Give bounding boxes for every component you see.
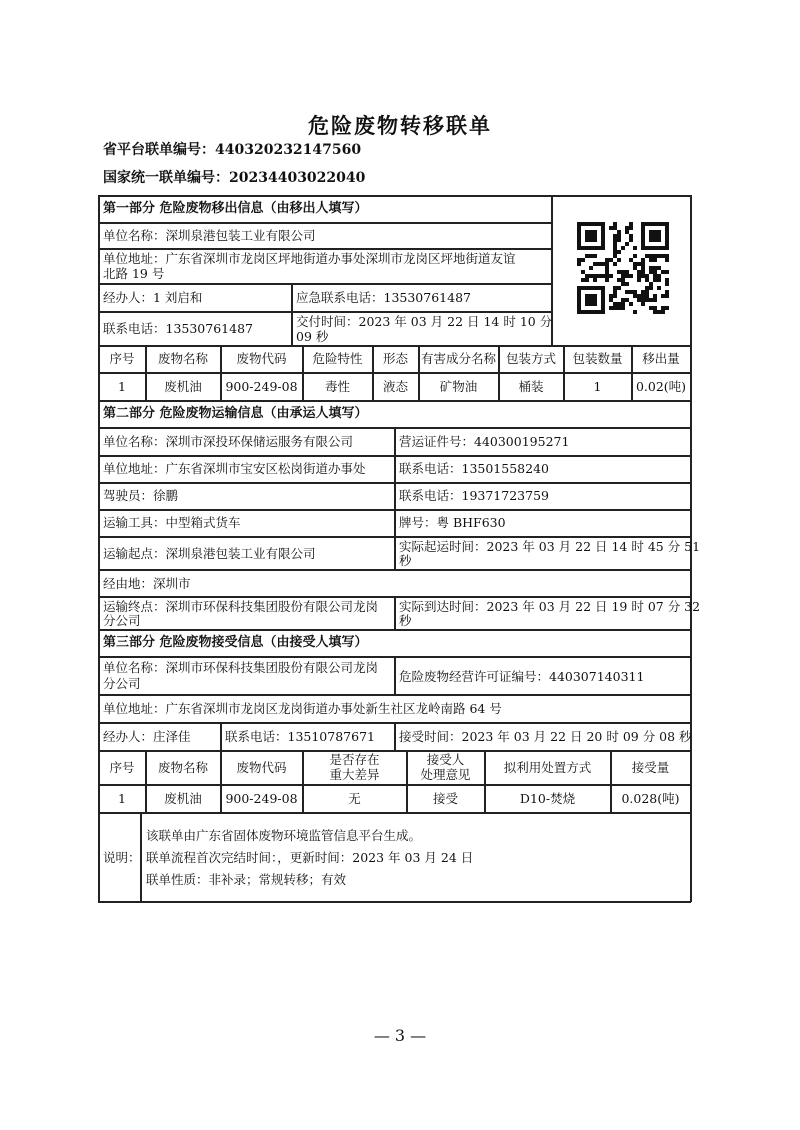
part1-cell-code: 900-249-08: [225, 379, 298, 394]
part2-end-line1: 运输终点：深圳市环保科技集团股份有限公司龙岗: [103, 599, 379, 614]
part3-unit-name-line1: 单位名称：深圳市环保科技集团股份有限公司龙岗: [103, 660, 379, 675]
notes-line2: 联单流程首次完结时间：，更新时间：2023 年 03 月 24 日: [146, 850, 474, 865]
part3-heading: 第三部分 危险废物接受信息（由接受人填写）: [103, 635, 368, 650]
qr-code-icon: [577, 222, 669, 314]
part1-col-index: 序号: [109, 351, 135, 366]
part3-col-receiver-line1: 接受人: [426, 752, 465, 767]
part1-cell-package-count: 1: [593, 379, 602, 394]
part1-cell-form: 液态: [382, 379, 408, 394]
part1-col-hazard: 危险特性: [312, 351, 363, 366]
part3-operator: 经办人：庄泽佳: [103, 729, 191, 744]
part3-cell-disposal: D10-焚烧: [519, 791, 576, 806]
notes-label: 说明：: [103, 850, 141, 865]
part3-col-code: 废物代码: [236, 760, 287, 775]
part3-col-receiver-line2: 处理意见: [420, 767, 471, 782]
part3-cell-received-amount: 0.028(吨): [621, 791, 680, 806]
part2-via: 经由地：深圳市: [103, 576, 191, 591]
part2-license: 营运证件号：440300195271: [399, 434, 570, 449]
part2-arrive-time-line1: 实际到达时间：2023 年 03 月 22 日 19 时 07 分 32: [399, 599, 701, 614]
part2-heading: 第二部分 危险废物运输信息（由承运人填写）: [103, 406, 368, 421]
part3-col-difference-line1: 是否存在: [329, 752, 380, 767]
part1-col-package-count: 包装数量: [572, 351, 623, 366]
part3-address: 单位地址：广东省深圳市龙岗区龙岗街道办事处新生社区龙岭南路 64 号: [103, 701, 502, 716]
part3-col-received-amount: 接受量: [631, 760, 670, 775]
part3-receive-time: 接受时间：2023 年 03 月 22 日 20 时 09 分 08 秒: [399, 729, 692, 744]
provincial-number: 省平台联单编号：440320232147560: [103, 142, 362, 158]
part1-col-packaging: 包装方式: [505, 351, 556, 366]
part1-cell-packaging: 桶装: [518, 379, 544, 394]
document-title: 危险废物转移联单: [308, 113, 492, 138]
part1-handover-time-line1: 交付时间：2023 年 03 月 22 日 14 时 10 分: [296, 314, 553, 329]
part3-unit-name-line2: 分公司: [103, 676, 141, 691]
part3-col-difference-line2: 重大差异: [329, 767, 380, 782]
part1-address-line1: 单位地址：广东省深圳市龙岗区坪地街道办事处深圳市龙岗区坪地街道友谊: [103, 251, 516, 266]
part3-col-name: 废物名称: [157, 760, 208, 775]
part2-arrive-time-line2: 秒: [399, 613, 412, 628]
part2-address: 单位地址：广东省深圳市宝安区松岗街道办事处: [103, 461, 366, 476]
part2-start-time-line1: 实际起运时间：2023 年 03 月 22 日 14 时 45 分 51: [399, 539, 701, 554]
part1-cell-hazard: 毒性: [324, 379, 350, 394]
part3-cell-code: 900-249-08: [225, 791, 298, 806]
part2-phone2: 联系电话：19371723759: [399, 488, 549, 503]
part1-col-code: 废物代码: [236, 351, 287, 366]
part1-cell-index: 1: [118, 379, 126, 394]
part2-unit-name: 单位名称：深圳市深投环保储运服务有限公司: [103, 434, 354, 449]
part2-driver: 驾驶员：徐鹏: [103, 488, 179, 503]
part2-vehicle: 运输工具：中型箱式货车: [103, 515, 241, 530]
part3-phone: 联系电话：13510787671: [225, 729, 375, 744]
part1-col-amount: 移出量: [642, 351, 680, 366]
part1-col-form: 形态: [382, 351, 408, 366]
part2-start-time-line2: 秒: [399, 553, 412, 568]
part3-col-index: 序号: [109, 760, 135, 775]
part3-col-disposal: 拟利用处置方式: [503, 760, 592, 775]
page-number: — 3 —: [373, 1026, 427, 1045]
part1-cell-name: 废机油: [164, 379, 202, 394]
part2-plate: 牌号：粤 BHF630: [399, 515, 506, 530]
part2-end-line2: 分公司: [103, 613, 141, 628]
part1-phone: 联系电话：13530761487: [103, 321, 253, 336]
part1-col-name: 废物名称: [157, 351, 208, 366]
part3-cell-index: 1: [118, 791, 126, 806]
part1-address-line2: 北路 19 号: [103, 266, 165, 281]
national-number: 国家统一联单编号：20234403022040: [103, 170, 366, 186]
part3-cell-opinion: 接受: [432, 791, 458, 806]
notes-line3: 联单性质：非补录；常规转移；有效: [146, 872, 347, 887]
part1-emergency-phone: 应急联系电话：13530761487: [296, 290, 471, 305]
part1-col-component: 有害成分名称: [420, 351, 496, 366]
part1-heading: 第一部分 危险废物移出信息（由移出人填写）: [103, 201, 368, 216]
part1-unit-name: 单位名称：深圳泉港包装工业有限公司: [103, 228, 316, 243]
part1-operator: 经办人：1 刘启和: [103, 290, 203, 305]
part1-cell-component: 矿物油: [439, 379, 478, 394]
part3-cell-difference: 无: [348, 791, 361, 806]
notes-line1: 该联单由广东省固体废物环境监管信息平台生成。: [146, 828, 422, 843]
part1-cell-amount: 0.02(吨): [635, 379, 687, 394]
part3-cell-name: 废机油: [164, 791, 202, 806]
part3-permit: 危险废物经营许可证编号：440307140311: [399, 669, 645, 684]
part2-phone1: 联系电话：13501558240: [399, 461, 549, 476]
part2-start: 运输起点：深圳泉港包装工业有限公司: [103, 546, 316, 561]
part1-handover-time-line2: 09 秒: [296, 329, 329, 344]
